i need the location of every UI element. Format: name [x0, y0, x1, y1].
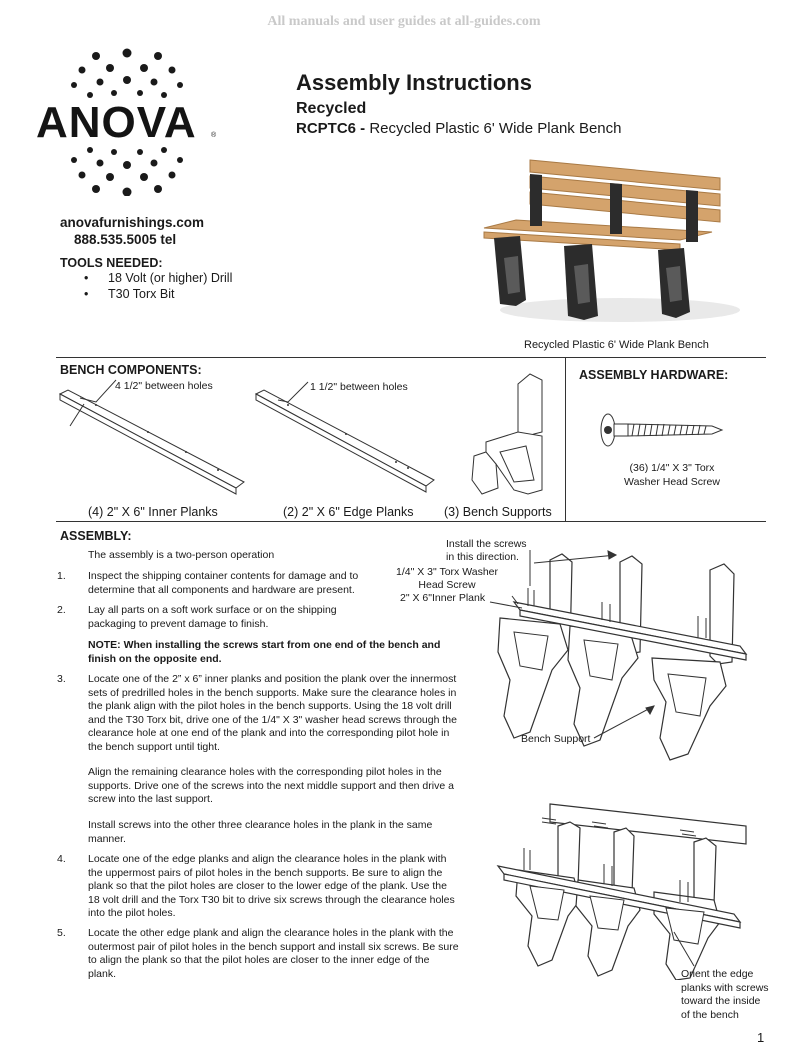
model-name: Recycled Plastic 6' Wide Plank Bench	[369, 120, 622, 137]
plank-label: 2" X 6"Inner Plank	[400, 592, 486, 604]
tools-heading: TOOLS NEEDED:	[60, 256, 163, 270]
step-text: Locate one of the edge planks and align the clearance holes in the plank with the uppermost pairs of pilot holes in the bench supports. Be sure to align the plank so that the pilot holes are closer to the lower edge of the plank. Use the 18 volt drill and the Torx T30 bit to drive six screws through the clearance holes into the pilot holes.	[88, 853, 455, 920]
hardware-caption-line: Washer Head Screw	[624, 476, 720, 488]
screw-label-line: Head Screw	[418, 579, 476, 591]
divider-top	[56, 357, 766, 358]
assembly-diagram-1	[470, 540, 766, 770]
step-5	[57, 927, 460, 981]
bench-supports-caption: (3) Bench Supports	[444, 505, 552, 519]
anova-logo-text: ANOVA	[36, 98, 197, 147]
assembly-diagram-2	[494, 800, 756, 980]
hardware-caption-line: (36) 1/4" X 3" Torx	[629, 462, 715, 474]
website: anovafurnishings.com	[60, 215, 205, 230]
tool-item: • T30 Torx Bit	[84, 286, 232, 302]
edge-plank-drawing	[256, 382, 434, 492]
page-title: Assembly Instructions	[296, 70, 532, 95]
page-subtitle: Recycled	[296, 100, 367, 117]
screw-icon	[596, 412, 724, 448]
edge-plank-caption-line: of the bench	[681, 1008, 739, 1021]
screw-label	[394, 566, 500, 592]
inner-plank-note: 4 1/2" between holes	[115, 380, 213, 392]
bench-support-drawing	[472, 374, 542, 494]
registered-mark: ®	[211, 132, 217, 139]
step-number: 2.	[57, 604, 66, 616]
model-line	[296, 120, 622, 137]
assembly-intro: The assembly is a two-person operation	[88, 549, 275, 561]
hardware-caption	[579, 461, 765, 489]
edge-plank-caption-line: Orient the edge	[681, 968, 754, 980]
step-text: Locate one of the 2” x 6” inner planks and position the plank over the innermost sets of predrilled holes in the bench supports. Make sure the clearance holes in the plank align with the pilot holes in the bench supports. Using the 18 volt drill and the T30 Torx bit, drive one of the 1/4" X 3" washer head screws through the clearance hole at one end of the plank and into the corresponding pilot hole in the bench support until tight.	[88, 673, 457, 753]
phone: 888.535.5005 tel	[74, 232, 177, 247]
install-note: NOTE: When installing the screws start from one end of the bench and finish on the opposite end.	[88, 639, 441, 665]
edge-plank-caption	[681, 968, 769, 1022]
edge-plank-caption-line: planks with screws	[681, 981, 769, 994]
inner-planks-caption: (4) 2" X 6" Inner Planks	[88, 505, 218, 519]
inner-plank-drawing	[60, 380, 244, 494]
bench-photo	[480, 150, 742, 332]
divider-bottom	[56, 521, 766, 522]
screw-label-line: 1/4" X 3" Torx Washer	[396, 566, 498, 578]
edge-plank-note: 1 1/2" between holes	[310, 381, 408, 393]
tools-list	[84, 270, 232, 302]
step-number: 4.	[57, 853, 66, 865]
step-number: 1.	[57, 570, 66, 582]
step-number: 5.	[57, 927, 66, 939]
edge-plank-caption-line: toward the inside	[681, 995, 761, 1007]
step-1	[57, 570, 388, 597]
contact-info	[60, 214, 204, 248]
edge-planks-caption: (2) 2" X 6" Edge Planks	[283, 505, 414, 519]
components-drawing	[56, 370, 556, 510]
step-text: Locate the other edge plank and align the clearance holes in the plank with the outermost pair of pilot holes in the bench support and install six screws. Be sure to align the plank so that the pilot holes are closer to the inner edge of the plank.	[88, 927, 459, 980]
direction-label-line: in this direction.	[446, 551, 519, 563]
photo-caption: Recycled Plastic 6' Wide Plank Bench	[524, 339, 709, 351]
step-3	[57, 673, 462, 755]
step-2	[57, 604, 368, 631]
tool-item: • 18 Volt (or higher) Drill	[84, 270, 232, 286]
step-number: 3.	[57, 673, 66, 685]
model-code: RCPTC6 -	[296, 120, 370, 137]
components-heading: BENCH COMPONENTS:	[60, 363, 202, 377]
direction-label	[446, 538, 527, 564]
direction-label-line: Install the screws	[446, 538, 527, 550]
watermark: All manuals and user guides at all-guides.com	[267, 14, 541, 29]
align-paragraph: Align the remaining clearance holes with the corresponding pilot holes in the supports. Drive one of the screws into the next middle support and then drive a screw into the last support.	[88, 766, 454, 806]
divider-vertical	[565, 357, 566, 521]
hardware-heading: ASSEMBLY HARDWARE:	[579, 368, 729, 382]
install-paragraph: Install screws into the other three clearance holes in the plank in the same manner.	[88, 819, 433, 845]
step-4	[57, 853, 458, 921]
step-text: Lay all parts on a soft work surface or on the shipping packaging to prevent damage to finish.	[88, 604, 337, 630]
assembly-heading: ASSEMBLY:	[60, 529, 132, 543]
bench-support-label: Bench Support	[521, 733, 591, 745]
step-text: Inspect the shipping container contents for damage and to determine that all components and hardware are present.	[88, 570, 359, 596]
page-number: 1	[757, 1030, 765, 1045]
